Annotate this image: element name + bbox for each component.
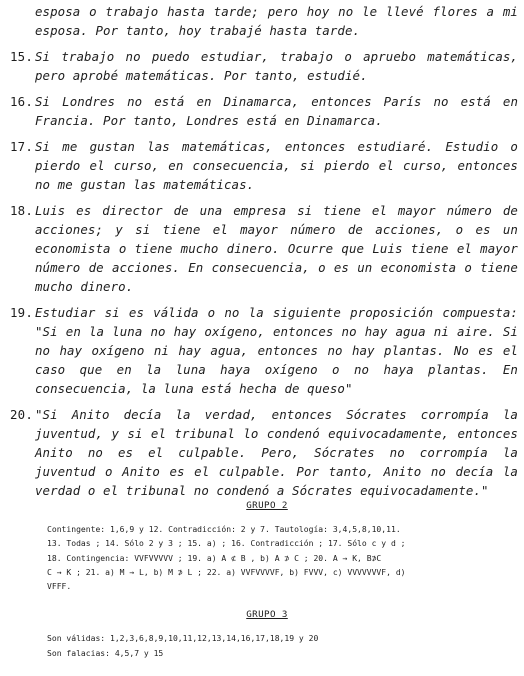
- answer-line: VFFF.: [47, 582, 72, 592]
- exercise-text: Estudiar si es válida o no la siguiente proposición compuesta: "Si en la luna no hay oxígeno, entonces no hay agua ni aire. Si no hay oxígeno ni hay agua, entonces no hay plantas. No es el caso que en la luna haya oxígeno o no haya plantas. En consecuencia, la luna está hecha de queso": [35, 305, 518, 396]
- exercise-15: [12, 47, 518, 85]
- exercise-number: 18.: [10, 203, 33, 218]
- exercise-text: Luis es director de una empresa si tiene el mayor número de acciones; y si tiene el mayor número de acciones, o es un economista o tiene mucho dinero. Ocurre que Luis tiene el mayor número de acciones. En consecuencia, o es un economista o tiene mucho dinero.: [35, 203, 518, 294]
- exercise-number: 17.: [10, 139, 33, 154]
- exercise-number: 19.: [10, 305, 33, 320]
- exercise-list: [12, 2, 518, 507]
- exercise-number: 16.: [10, 94, 33, 109]
- exercise-20: [12, 405, 518, 500]
- answer-line: Son falacias: 4,5,7 y 15: [47, 648, 164, 658]
- answer-line: C → K ; 21. a) M → L, b) M ⊅ L ; 22. a) VVFVVVVF, b) FVVV, c) VVVVVVVF, d): [47, 567, 406, 577]
- exercise-text: esposa o trabajo hasta tarde; pero hoy no le llevé flores a mi esposa. Por tanto, hoy trabajé hasta tarde.: [35, 4, 518, 38]
- exercise-19: [12, 303, 518, 398]
- exercise-number: 15.: [10, 49, 33, 64]
- group-2-heading: GRUPO 2: [246, 500, 288, 511]
- answer-line: 13. Todas ; 14. Sólo 2 y 3 ; 15. a) ; 16. Contradicción ; 17. Sólo c y d ;: [47, 539, 406, 549]
- exercise-18: [12, 201, 518, 296]
- exercise-16: [12, 92, 518, 130]
- group-2-answers: [47, 523, 487, 594]
- answer-line: 18. Contingencia: VVFVVVVV ; 19. a) A ⊄ B , b) A ⊅ C ; 20. A → K, B⊅C: [47, 553, 382, 563]
- exercise-text: Si trabajo no puedo estudiar, trabajo o apruebo matemáticas, pero aprobé matemáticas. Por tanto, estudié.: [35, 49, 518, 83]
- exercise-text: Si Londres no está en Dinamarca, entonces París no está en Francia. Por tanto, Londres está en Dinamarca.: [35, 94, 518, 128]
- exercise-17: [12, 137, 518, 194]
- exercise-text: Si me gustan las matemáticas, entonces estudiaré. Estudio o pierdo el curso, en consecuencia, si pierdo el curso, entonces no me gustan las matemáticas.: [35, 139, 518, 192]
- exercise-number: 20.: [10, 407, 33, 422]
- answer-line: Son válidas: 1,2,3,6,8,9,10,11,12,13,14,16,17,18,19 y 20: [47, 634, 319, 644]
- exercise-14-continuation: [12, 2, 518, 40]
- exercise-text: "Si Anito decía la verdad, entonces Sócrates corrompía la juventud, y si el tribunal lo condenó equivocadamente, entonces Anito no es el culpable. Pero, Sócrates no corrompía la juventud o Anito es el culpable. Por tanto, Anito no decía la verdad o el tribunal no condenó a Sócrates equivocadamente.": [35, 407, 518, 498]
- answer-key: [47, 500, 487, 676]
- group-3-heading: GRUPO 3: [246, 609, 288, 621]
- answer-line: Contingente: 1,6,9 y 12. Contradicción: 2 y 7. Tautología: 3,4,5,8,10,11.: [47, 525, 401, 534]
- group-3-answers: [47, 632, 487, 661]
